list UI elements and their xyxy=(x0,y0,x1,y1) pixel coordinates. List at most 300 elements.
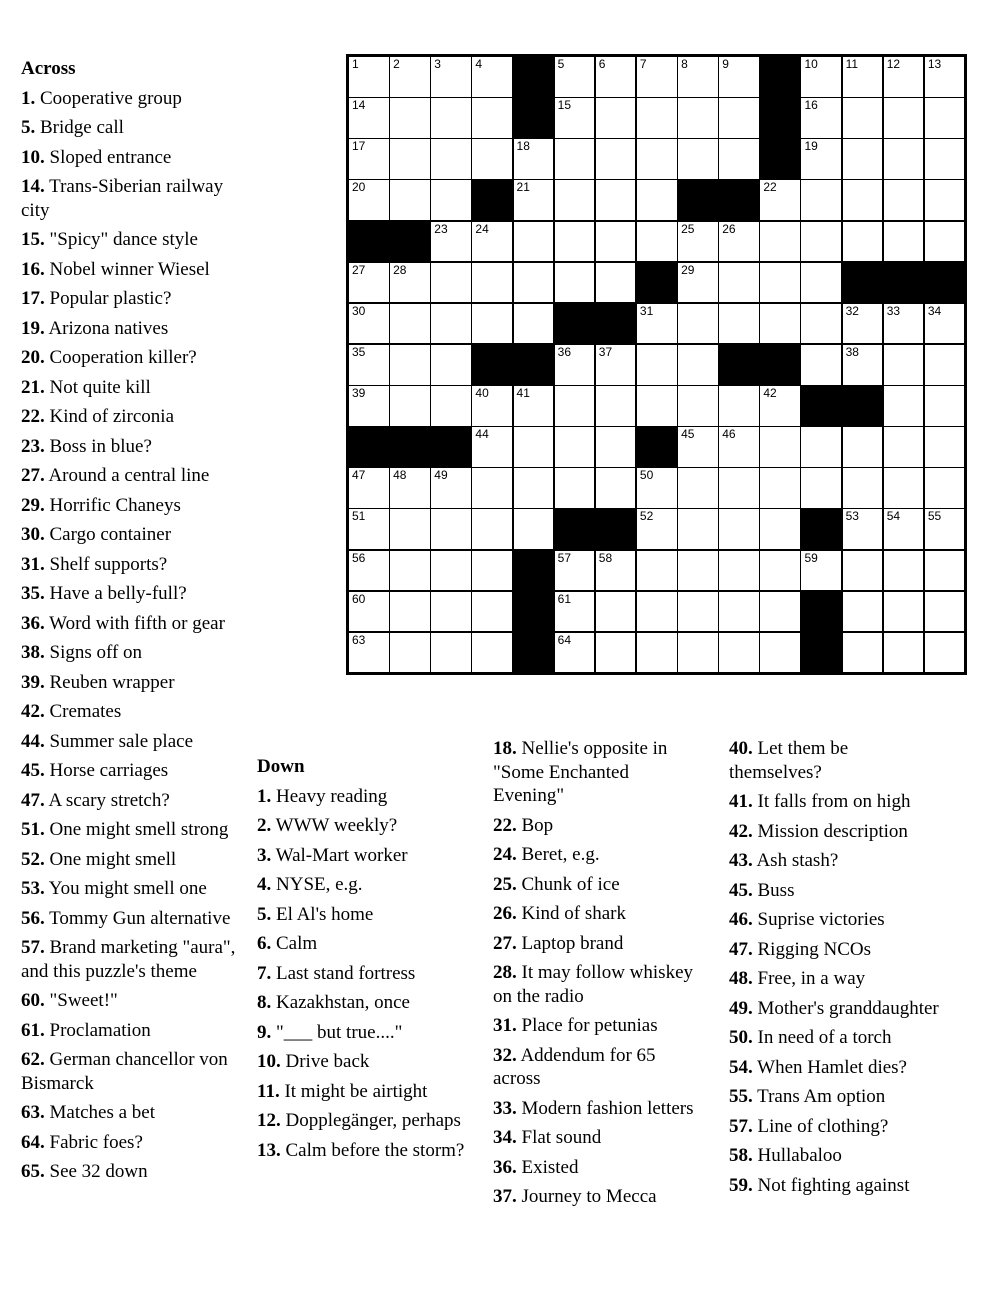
grid-cell[interactable] xyxy=(759,303,801,345)
clue-text: Drive back xyxy=(280,1051,370,1072)
grid-cell[interactable] xyxy=(677,97,719,139)
grid-cell[interactable] xyxy=(677,56,719,98)
grid-cell-number: 18 xyxy=(516,139,530,154)
clue-text: Not quite kill xyxy=(44,376,151,398)
grid-cell[interactable] xyxy=(800,97,842,139)
clue-number: 59. xyxy=(729,1174,753,1196)
grid-cell[interactable] xyxy=(595,550,637,592)
grid-cell[interactable] xyxy=(636,221,678,263)
grid-cell[interactable] xyxy=(718,303,760,345)
grid-cell-black xyxy=(513,632,555,674)
grid-cell[interactable] xyxy=(348,467,390,509)
grid-cell-black xyxy=(718,179,760,221)
grid-cell[interactable] xyxy=(430,138,472,180)
grid-cell[interactable] xyxy=(842,467,884,509)
grid-cell-number: 3 xyxy=(434,57,441,71)
clue-text: Let them be themselves? xyxy=(729,738,849,783)
clue-item xyxy=(257,991,472,1015)
grid-cell[interactable] xyxy=(800,138,842,180)
grid-cell[interactable] xyxy=(430,344,472,386)
grid-cell[interactable] xyxy=(513,262,555,304)
grid-cell-number: 57 xyxy=(557,550,572,565)
grid-cell-black xyxy=(636,426,678,468)
grid-cell-number: 10 xyxy=(804,57,818,71)
grid-cell-black xyxy=(759,56,801,98)
clue-number: 53. xyxy=(21,878,45,899)
grid-cell[interactable] xyxy=(718,56,760,98)
grid-cell[interactable] xyxy=(718,97,760,139)
grid-cell[interactable] xyxy=(430,508,472,550)
grid-cell[interactable] xyxy=(842,56,884,98)
grid-cell[interactable] xyxy=(636,591,678,633)
clue-number: 10. xyxy=(21,146,45,168)
clue-text: It falls from on high xyxy=(752,791,911,812)
grid-cell[interactable] xyxy=(389,385,431,427)
grid-cell[interactable] xyxy=(595,426,637,468)
grid-cell[interactable] xyxy=(759,632,801,674)
grid-cell[interactable] xyxy=(348,262,390,304)
grid-cell[interactable] xyxy=(718,632,760,674)
grid-cell-number: 35 xyxy=(352,344,366,359)
clue-number: 62. xyxy=(21,1049,45,1070)
clue-text: "Spicy" dance style xyxy=(44,229,198,250)
grid-cell[interactable] xyxy=(348,550,390,592)
grid-cell-number: 30 xyxy=(352,303,366,318)
clue-number: 32. xyxy=(493,1044,517,1066)
grid-cell[interactable] xyxy=(348,508,390,550)
grid-cell[interactable] xyxy=(883,179,925,221)
clue-item xyxy=(21,612,236,636)
grid-cell[interactable] xyxy=(636,385,678,427)
clue-item xyxy=(729,967,944,991)
grid-cell[interactable] xyxy=(677,385,719,427)
grid-cell[interactable] xyxy=(718,591,760,633)
grid-cell[interactable] xyxy=(759,385,801,427)
clue-number: 7. xyxy=(257,962,272,984)
clue-item xyxy=(257,844,472,868)
grid-cell[interactable] xyxy=(595,467,637,509)
grid-cell-black xyxy=(471,179,513,221)
grid-cell-number: 55 xyxy=(927,509,942,524)
clue-number: 61. xyxy=(21,1019,45,1041)
clue-item xyxy=(729,879,944,903)
grid-cell[interactable] xyxy=(677,508,719,550)
grid-cell[interactable] xyxy=(430,262,472,304)
clue-item xyxy=(21,146,236,170)
clue-text: Kind of shark xyxy=(516,903,626,924)
grid-cell[interactable] xyxy=(677,303,719,345)
grid-cell[interactable] xyxy=(513,426,555,468)
clue-text: Nobel winner Wiesel xyxy=(44,258,210,280)
clue-number: 22. xyxy=(493,814,517,836)
grid-cell[interactable] xyxy=(430,97,472,139)
grid-cell-number: 11 xyxy=(845,57,859,71)
grid-cell[interactable] xyxy=(513,138,555,180)
grid-cell[interactable] xyxy=(800,303,842,345)
grid-cell[interactable] xyxy=(883,426,925,468)
grid-cell[interactable] xyxy=(842,632,884,674)
grid-cell[interactable] xyxy=(636,97,678,139)
grid-cell[interactable] xyxy=(554,426,596,468)
grid-cell[interactable] xyxy=(924,426,966,468)
grid-cell[interactable] xyxy=(924,97,966,139)
grid-cell[interactable] xyxy=(636,508,678,550)
grid-cell[interactable] xyxy=(842,179,884,221)
grid-cell[interactable] xyxy=(513,385,555,427)
clue-text: Place for petunias xyxy=(516,1015,658,1036)
grid-cell[interactable] xyxy=(348,179,390,221)
grid-cell[interactable] xyxy=(677,550,719,592)
grid-cell-black xyxy=(718,344,760,386)
clue-text: A scary stretch? xyxy=(44,789,170,811)
grid-cell[interactable] xyxy=(800,550,842,592)
grid-cell-black xyxy=(389,426,431,468)
grid-cell-number: 46 xyxy=(722,427,736,442)
grid-cell[interactable] xyxy=(348,56,390,98)
grid-cell[interactable] xyxy=(471,262,513,304)
clue-number: 30. xyxy=(21,524,45,545)
grid-cell[interactable] xyxy=(924,467,966,509)
clue-text: Signs off on xyxy=(44,642,143,663)
grid-cell[interactable] xyxy=(636,550,678,592)
grid-cell[interactable] xyxy=(471,467,513,509)
grid-cell-black xyxy=(759,97,801,139)
grid-cell-black xyxy=(595,303,637,345)
grid-cell[interactable] xyxy=(924,179,966,221)
grid-cell-black xyxy=(842,262,884,304)
grid-cell[interactable] xyxy=(389,56,431,98)
grid-cell[interactable] xyxy=(924,508,966,550)
grid-cell[interactable] xyxy=(924,303,966,345)
grid-cell-black xyxy=(513,550,555,592)
grid-cell[interactable] xyxy=(759,262,801,304)
clue-item xyxy=(729,790,944,814)
grid-cell[interactable] xyxy=(554,344,596,386)
clue-text: Laptop brand xyxy=(516,932,624,954)
grid-cell[interactable] xyxy=(348,97,390,139)
grid-cell[interactable] xyxy=(471,221,513,263)
grid-cell[interactable] xyxy=(430,467,472,509)
grid-cell[interactable] xyxy=(430,385,472,427)
clue-text: When Hamlet dies? xyxy=(752,1056,907,1078)
grid-cell[interactable] xyxy=(718,508,760,550)
grid-cell[interactable] xyxy=(842,550,884,592)
grid-cell[interactable] xyxy=(883,97,925,139)
grid-cell[interactable] xyxy=(718,221,760,263)
grid-cell[interactable] xyxy=(883,344,925,386)
grid-cell[interactable] xyxy=(924,221,966,263)
grid-cell[interactable] xyxy=(471,591,513,633)
grid-cell[interactable] xyxy=(430,179,472,221)
grid-cell[interactable] xyxy=(883,138,925,180)
clue-text: Popular plastic? xyxy=(44,288,172,309)
grid-cell[interactable] xyxy=(759,426,801,468)
grid-cell[interactable] xyxy=(800,221,842,263)
clue-item xyxy=(729,997,944,1021)
grid-cell[interactable] xyxy=(554,550,596,592)
grid-cell[interactable] xyxy=(677,262,719,304)
grid-cell-black xyxy=(800,385,842,427)
grid-cell[interactable] xyxy=(842,97,884,139)
grid-cell[interactable] xyxy=(595,56,637,98)
clue-number: 29. xyxy=(21,494,45,516)
grid-cell[interactable] xyxy=(842,138,884,180)
grid-cell[interactable] xyxy=(800,467,842,509)
grid-cell[interactable] xyxy=(389,632,431,674)
grid-cell[interactable] xyxy=(389,97,431,139)
clue-number: 45. xyxy=(21,760,45,781)
grid-cell[interactable] xyxy=(430,56,472,98)
grid-cell[interactable] xyxy=(924,138,966,180)
grid-cell-number: 24 xyxy=(475,221,489,236)
grid-cell[interactable] xyxy=(554,262,596,304)
grid-cell[interactable] xyxy=(759,179,801,221)
clue-number: 64. xyxy=(21,1131,45,1153)
grid-cell[interactable] xyxy=(554,221,596,263)
grid-cell[interactable] xyxy=(677,591,719,633)
clue-item xyxy=(493,1156,698,1180)
grid-cell[interactable] xyxy=(718,467,760,509)
grid-cell[interactable] xyxy=(883,508,925,550)
grid-cell[interactable] xyxy=(636,467,678,509)
clue-text: Dopplegänger, perhaps xyxy=(280,1110,461,1131)
grid-cell[interactable] xyxy=(389,550,431,592)
clue-text: Hullabaloo xyxy=(752,1145,842,1166)
clue-text: Nellie's opposite in "Some Enchanted Evening" xyxy=(493,738,668,806)
clue-number: 11. xyxy=(257,1080,280,1102)
grid-cell[interactable] xyxy=(513,508,555,550)
grid-cell[interactable] xyxy=(513,179,555,221)
grid-cell[interactable] xyxy=(348,138,390,180)
grid-cell[interactable] xyxy=(554,179,596,221)
grid-cell[interactable] xyxy=(800,344,842,386)
clue-text: Trans Am option xyxy=(752,1086,886,1107)
grid-cell[interactable] xyxy=(883,591,925,633)
grid-cell[interactable] xyxy=(554,97,596,139)
grid-cell[interactable] xyxy=(389,508,431,550)
clue-item xyxy=(21,376,236,400)
grid-cell[interactable] xyxy=(348,344,390,386)
grid-cell[interactable] xyxy=(513,467,555,509)
grid-cell-black xyxy=(554,303,596,345)
grid-cell[interactable] xyxy=(677,138,719,180)
grid-cell[interactable] xyxy=(430,632,472,674)
clue-number: 5. xyxy=(257,903,272,925)
clue-number: 16. xyxy=(21,258,45,280)
grid-cell[interactable] xyxy=(924,550,966,592)
grid-cell[interactable] xyxy=(389,344,431,386)
clue-number: 42. xyxy=(729,820,753,842)
clue-number: 48. xyxy=(729,968,753,989)
grid-cell[interactable] xyxy=(389,303,431,345)
grid-cell[interactable] xyxy=(883,385,925,427)
grid-cell[interactable] xyxy=(595,221,637,263)
grid-cell[interactable] xyxy=(883,56,925,98)
clue-text: Beret, e.g. xyxy=(516,844,600,865)
grid-cell[interactable] xyxy=(554,56,596,98)
clue-number: 1. xyxy=(257,785,272,807)
down-heading: Down xyxy=(257,756,305,777)
grid-cell[interactable] xyxy=(800,426,842,468)
grid-cell[interactable] xyxy=(554,591,596,633)
grid-cell[interactable] xyxy=(554,632,596,674)
grid-cell[interactable] xyxy=(759,591,801,633)
grid-cell[interactable] xyxy=(389,138,431,180)
clue-text: WWW weekly? xyxy=(271,815,398,836)
grid-cell[interactable] xyxy=(471,426,513,468)
grid-cell[interactable] xyxy=(718,426,760,468)
grid-cell[interactable] xyxy=(471,385,513,427)
grid-cell[interactable] xyxy=(718,262,760,304)
grid-cell[interactable] xyxy=(800,179,842,221)
clue-item xyxy=(257,785,472,809)
grid-cell[interactable] xyxy=(800,262,842,304)
grid-cell[interactable] xyxy=(842,591,884,633)
grid-cell-black xyxy=(430,426,472,468)
grid-cell[interactable] xyxy=(636,56,678,98)
grid-cell[interactable] xyxy=(842,221,884,263)
grid-cell[interactable] xyxy=(924,56,966,98)
grid-cell[interactable] xyxy=(924,344,966,386)
grid-cell[interactable] xyxy=(389,179,431,221)
grid-cell[interactable] xyxy=(883,221,925,263)
clue-item xyxy=(21,877,236,901)
grid-cell[interactable] xyxy=(471,550,513,592)
grid-cell[interactable] xyxy=(718,138,760,180)
grid-cell-number: 60 xyxy=(352,591,366,606)
grid-cell[interactable] xyxy=(430,221,472,263)
clue-item xyxy=(257,873,472,897)
grid-cell[interactable] xyxy=(759,467,801,509)
grid-cell[interactable] xyxy=(924,632,966,674)
grid-cell[interactable] xyxy=(759,550,801,592)
grid-cell[interactable] xyxy=(677,344,719,386)
grid-cell[interactable] xyxy=(595,97,637,139)
grid-cell[interactable] xyxy=(759,508,801,550)
clue-item xyxy=(257,1139,472,1163)
grid-cell[interactable] xyxy=(636,344,678,386)
grid-cell[interactable] xyxy=(636,138,678,180)
clue-item xyxy=(257,903,472,927)
grid-cell[interactable] xyxy=(595,591,637,633)
clue-text: Kind of zirconia xyxy=(44,406,175,427)
grid-cell[interactable] xyxy=(883,303,925,345)
clue-item xyxy=(493,902,698,926)
grid-cell[interactable] xyxy=(554,467,596,509)
grid-cell[interactable] xyxy=(883,632,925,674)
clue-item xyxy=(21,582,236,606)
clue-number: 1. xyxy=(21,87,36,109)
clue-number: 25. xyxy=(493,873,517,895)
clue-item xyxy=(21,936,236,983)
grid-cell[interactable] xyxy=(677,426,719,468)
grid-cell[interactable] xyxy=(924,591,966,633)
clue-item xyxy=(21,789,236,813)
grid-cell[interactable] xyxy=(471,508,513,550)
clue-item xyxy=(493,1185,698,1209)
grid-cell[interactable] xyxy=(718,385,760,427)
grid-cell[interactable] xyxy=(513,221,555,263)
clue-number: 3. xyxy=(257,844,272,866)
grid-cell[interactable] xyxy=(430,303,472,345)
grid-cell[interactable] xyxy=(471,138,513,180)
grid-cell-number: 44 xyxy=(475,427,489,442)
clue-number: 8. xyxy=(257,992,272,1013)
grid-cell[interactable] xyxy=(677,221,719,263)
grid-cell[interactable] xyxy=(595,385,637,427)
grid-cell[interactable] xyxy=(842,426,884,468)
grid-cell[interactable] xyxy=(348,591,390,633)
grid-cell[interactable] xyxy=(513,303,555,345)
grid-cell[interactable] xyxy=(471,97,513,139)
grid-cell[interactable] xyxy=(636,179,678,221)
grid-cell[interactable] xyxy=(430,550,472,592)
grid-cell-number: 39 xyxy=(352,386,366,401)
clue-item xyxy=(21,759,236,783)
grid-cell[interactable] xyxy=(595,344,637,386)
clue-number: 41. xyxy=(729,791,753,812)
grid-cell-black xyxy=(595,508,637,550)
grid-cell[interactable] xyxy=(471,56,513,98)
down-clues-column-1 xyxy=(257,755,472,1168)
grid-cell[interactable] xyxy=(800,56,842,98)
grid-cell-black xyxy=(842,385,884,427)
grid-cell[interactable] xyxy=(389,262,431,304)
grid-cell[interactable] xyxy=(595,262,637,304)
clue-text: Bop xyxy=(516,814,554,836)
grid-cell[interactable] xyxy=(924,385,966,427)
grid-cell[interactable] xyxy=(759,221,801,263)
grid-cell[interactable] xyxy=(636,303,678,345)
grid-cell[interactable] xyxy=(636,632,678,674)
grid-cell[interactable] xyxy=(554,138,596,180)
grid-cell[interactable] xyxy=(348,385,390,427)
grid-cell[interactable] xyxy=(471,632,513,674)
grid-cell-black xyxy=(759,138,801,180)
clue-item xyxy=(493,1126,698,1150)
grid-cell[interactable] xyxy=(595,632,637,674)
grid-cell[interactable] xyxy=(348,303,390,345)
grid-cell[interactable] xyxy=(595,179,637,221)
grid-cell[interactable] xyxy=(718,550,760,592)
clue-item xyxy=(493,737,698,808)
grid-cell[interactable] xyxy=(677,467,719,509)
grid-cell[interactable] xyxy=(348,632,390,674)
grid-cell[interactable] xyxy=(554,385,596,427)
grid-cell-number: 33 xyxy=(886,303,901,318)
clue-number: 27. xyxy=(21,465,45,486)
grid-cell-number: 25 xyxy=(681,221,695,236)
grid-cell[interactable] xyxy=(389,591,431,633)
grid-cell[interactable] xyxy=(842,508,884,550)
grid-cell[interactable] xyxy=(677,632,719,674)
grid-cell-number: 63 xyxy=(352,632,366,647)
grid-cell[interactable] xyxy=(595,138,637,180)
grid-cell-number: 38 xyxy=(845,344,859,359)
clue-item xyxy=(729,1026,944,1050)
clue-text: It might be airtight xyxy=(279,1080,428,1102)
grid-cell[interactable] xyxy=(842,303,884,345)
grid-cell[interactable] xyxy=(883,550,925,592)
clue-item xyxy=(21,287,236,311)
grid-cell[interactable] xyxy=(842,344,884,386)
grid-cell[interactable] xyxy=(389,467,431,509)
grid-cell[interactable] xyxy=(471,303,513,345)
grid-cell[interactable] xyxy=(883,467,925,509)
clue-number: 17. xyxy=(21,288,45,309)
grid-cell[interactable] xyxy=(430,591,472,633)
clue-text: One might smell strong xyxy=(44,819,229,840)
